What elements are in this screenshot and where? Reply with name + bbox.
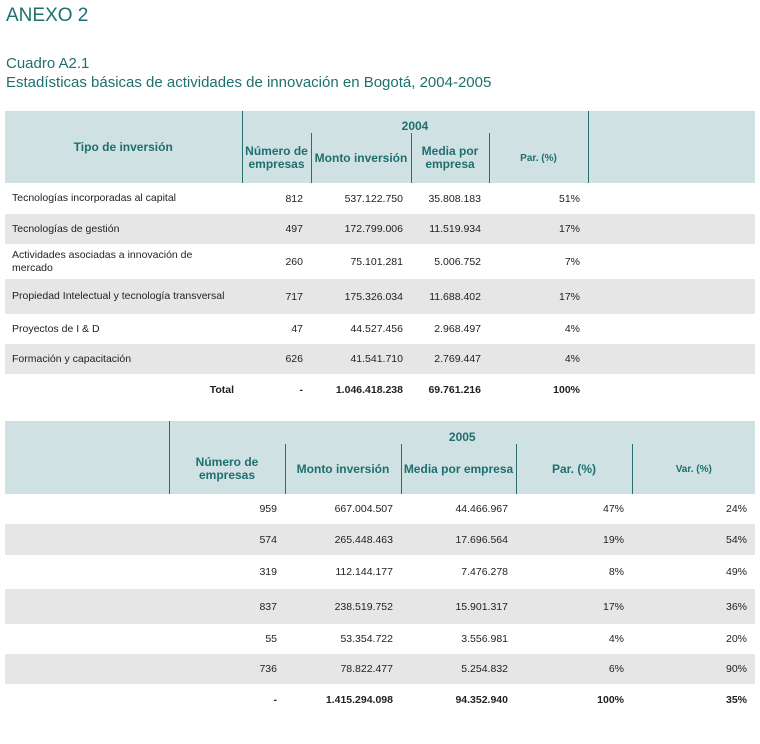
cell-media: 17.696.564	[401, 524, 516, 555]
cell-numero: 47	[291, 323, 303, 335]
cell-var: 20%	[726, 633, 748, 645]
cell-empty	[588, 314, 755, 344]
cell-tipo: Tecnologías incorporadas al capital	[12, 192, 177, 204]
cell-tipo: Total	[209, 383, 234, 396]
cell-media: 3.556.981	[461, 633, 508, 645]
cell-empty	[5, 494, 169, 524]
table-row	[5, 555, 755, 589]
header-monto: Monto inversión	[285, 444, 401, 494]
cell-numero: 959	[259, 503, 277, 515]
table-row	[5, 244, 755, 279]
cell-empty	[5, 524, 169, 555]
cell-monto: 175.326.034	[311, 279, 411, 314]
header-media: Media por empresa	[411, 133, 489, 183]
cell-par: 6%	[516, 654, 632, 684]
cell-numero: 812	[285, 192, 303, 205]
total-row	[5, 374, 755, 405]
annex-title: ANEXO 2	[6, 5, 89, 26]
cell-var: 54%	[632, 524, 755, 555]
cell-par: 51%	[559, 192, 581, 205]
cell-numero: 260	[285, 255, 303, 268]
header-par: Par. (%)	[516, 444, 632, 494]
cell-var: 24%	[726, 503, 748, 515]
cell-media: 11.688.402	[411, 279, 489, 314]
cell-tipo: Tecnologías de gestión	[5, 214, 242, 244]
cell-monto: 78.822.477	[285, 654, 401, 684]
cell-par: 4%	[489, 344, 588, 374]
header-monto: Monto inversión	[311, 133, 411, 183]
header-blank	[5, 421, 169, 494]
cell-media: 2.968.497	[434, 323, 481, 335]
cell-monto: 75.101.281	[350, 255, 403, 268]
table-row	[5, 279, 755, 314]
cell-empty	[588, 344, 755, 374]
cell-media: 15.901.317	[401, 589, 516, 624]
cell-var: 49%	[726, 566, 748, 578]
cell-empty	[5, 654, 169, 684]
cell-numero: 717	[242, 279, 311, 314]
cell-media: 5.006.752	[434, 255, 481, 268]
cell-media: 35.808.183	[428, 192, 481, 205]
cell-tipo: Actividades asociadas a innovación de mercado	[12, 248, 193, 274]
table-row	[5, 589, 755, 624]
cell-tipo: Propiedad Intelectual y tecnología transversal	[5, 279, 242, 314]
cell-numero: 837	[169, 589, 285, 624]
header-year-2004: 2004	[242, 111, 588, 133]
cell-numero: 736	[169, 654, 285, 684]
table-row	[5, 494, 755, 524]
cell-monto: 172.799.006	[311, 214, 411, 244]
cell-monto: 44.527.456	[350, 323, 403, 335]
cell-monto: 112.144.177	[335, 566, 393, 578]
cell-numero: 626	[242, 344, 311, 374]
cell-par: 100%	[553, 383, 581, 396]
cell-par: 100%	[597, 693, 624, 706]
cell-var: 36%	[632, 589, 755, 624]
table-row	[5, 214, 755, 244]
cell-empty	[5, 684, 169, 715]
cell-par: 17%	[489, 214, 588, 244]
cell-monto: 265.448.463	[285, 524, 401, 555]
cell-empty	[5, 624, 169, 654]
cell-par: 4%	[564, 323, 581, 335]
cell-par: 17%	[489, 279, 588, 314]
cell-par: 17%	[516, 589, 632, 624]
cell-empty	[5, 555, 169, 589]
table-2005	[5, 421, 755, 715]
header-media: Media por empresa	[401, 444, 516, 494]
cell-monto: 238.519.752	[285, 589, 401, 624]
cell-par: 8%	[608, 566, 624, 578]
cell-monto: 53.354.722	[340, 633, 393, 645]
cell-var: 90%	[632, 654, 755, 684]
cell-numero: -	[273, 693, 277, 706]
cell-monto: 41.541.710	[311, 344, 411, 374]
cell-numero: -	[299, 383, 303, 396]
cell-empty	[588, 244, 755, 279]
cell-par: 47%	[602, 503, 624, 515]
cell-numero: 319	[259, 566, 277, 578]
table-2004	[5, 111, 755, 405]
cell-empty	[588, 214, 755, 244]
header-numero: Número de empresas	[242, 133, 311, 183]
header-var: Var. (%)	[632, 444, 755, 494]
cell-par: 4%	[608, 633, 624, 645]
cell-tipo: Proyectos de I & D	[12, 322, 100, 335]
caption-title: Estadísticas básicas de actividades de innovación en Bogotá, 2004-2005	[6, 74, 492, 91]
header-par: Par. (%)	[489, 133, 588, 183]
cell-monto: 537.122.750	[344, 192, 403, 205]
table-row	[5, 183, 755, 214]
cell-media: 94.352.940	[455, 693, 508, 706]
cell-par: 19%	[516, 524, 632, 555]
cell-tipo: Formación y capacitación	[5, 344, 242, 374]
cell-media: 7.476.278	[461, 566, 508, 578]
cell-media: 44.466.967	[455, 503, 508, 515]
cell-numero: 497	[242, 214, 311, 244]
caption	[6, 54, 491, 92]
cell-media: 69.761.216	[428, 383, 481, 396]
cell-monto: 1.046.418.238	[335, 383, 403, 396]
table-row	[5, 314, 755, 344]
cell-media: 11.519.934	[411, 214, 489, 244]
cell-empty	[5, 589, 169, 624]
cell-empty	[588, 374, 755, 405]
header-numero: Número de empresas	[169, 444, 285, 494]
cell-numero: 574	[169, 524, 285, 555]
table-row	[5, 654, 755, 684]
cell-var: 35%	[726, 693, 748, 706]
header-year-2005: 2005	[169, 421, 755, 444]
cell-monto: 667.004.507	[334, 503, 393, 515]
table-row	[5, 344, 755, 374]
cell-empty	[588, 183, 755, 214]
total-row	[5, 684, 755, 715]
cell-media: 5.254.832	[401, 654, 516, 684]
cell-monto: 1.415.294.098	[325, 693, 393, 706]
cell-empty	[588, 279, 755, 314]
header-tipo: Tipo de inversión	[5, 111, 242, 183]
cell-par: 7%	[564, 255, 581, 268]
table-row	[5, 524, 755, 555]
caption-number: Cuadro A2.1	[6, 55, 90, 72]
table-row	[5, 624, 755, 654]
cell-numero: 55	[265, 633, 277, 645]
cell-media: 2.769.447	[411, 344, 489, 374]
header-blank	[588, 111, 755, 183]
